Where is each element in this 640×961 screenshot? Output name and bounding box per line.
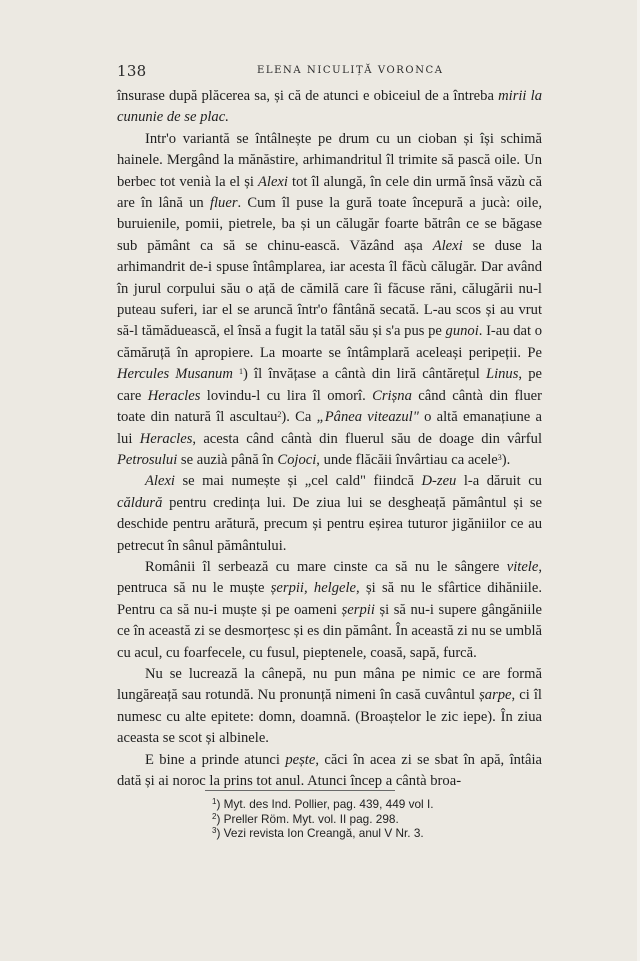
- text-run: Românii îl serbează cu mare cinste ca să nu le sângere: [145, 558, 507, 575]
- body-text: [117, 86, 542, 792]
- italic-text: mirii la cununie de se plac.: [117, 88, 542, 126]
- footnote-text: Preller Röm. Myt. vol. II pag. 298.: [223, 811, 399, 826]
- footnote-text: Vezi revista Ion Creangă, anul V Nr. 3.: [223, 826, 424, 841]
- text-run: , pentruca să nu le muște: [117, 558, 542, 597]
- footnote-text: Myt. des Ind. Pollier, pag. 439, 449 vol I.: [223, 797, 434, 811]
- text-run: însurase după plăcerea sa, și că de atunci e obiceiul de a întreba: [117, 88, 499, 104]
- text-run: tot îl alungă, în cele din urmă însă văzù că are în lână un: [117, 173, 542, 212]
- italic-text: D-zeu: [421, 473, 457, 490]
- text-run: . Cum îl puse la gură toate începură a jucà: oile, buruienile, pomii, pietrele, ba și un călugăr foarte bătrân ce se băgase sub pământ ca să se chinu-ească. Văzând așa: [117, 195, 542, 254]
- text-run: , ci îl numesc cu alte epitete: domn, doamnă. (Broaștelor le zic iepe). În ziua aceasta se scot și albinele.: [117, 687, 542, 747]
- italic-text: Petrosului: [117, 451, 178, 468]
- text-run: o altă emanațiune a lui: [117, 409, 542, 447]
- paragraph: [117, 129, 542, 472]
- footnote: [212, 797, 532, 812]
- text-run: . I-au dat o cămăruță în apropiere. La moarte se întâmplară aceleași peripeții. Pe: [117, 323, 542, 361]
- italic-text: Heracles: [147, 387, 201, 404]
- text-run: se auzià până în: [177, 451, 278, 468]
- italic-text: șerpii: [341, 601, 375, 618]
- italic-text: „Pânea viteazul": [316, 409, 419, 426]
- text-run: , acesta când cântà din fluerul său de doage din vârful: [192, 430, 542, 447]
- italic-text: Alexi: [145, 473, 175, 490]
- italic-text: Crișna: [372, 387, 412, 404]
- text-run: se mai numește și „cel cald" fiindcă: [174, 473, 422, 490]
- text-run: lovindu-l cu lira îl omorî.: [200, 387, 373, 404]
- text-run: se duse la arhimandrit de-i spuse întâmplarea, iar acesta îl făcù călugăr. Dar având în jurul corpului său o ață de cămilă care îi făcuse răni, călugării nu-l puteau suferi, iar el se aruncă într'o fântână secată. L-au scos și au vrut să-l tămăduească, el însă a fugit la tatăl său și s'a pus pe: [117, 237, 543, 340]
- text-run: , pe care: [117, 366, 543, 404]
- italic-text: Heracles: [139, 430, 193, 447]
- footnote-paren: ): [216, 811, 224, 826]
- italic-text: Alexi: [432, 237, 463, 254]
- italic-text: pește: [285, 751, 316, 768]
- footnote: [212, 826, 532, 841]
- text-run: , unde flăcăii învârtiau ca acele: [316, 451, 498, 468]
- footnotes: [212, 797, 532, 841]
- footnote-marker: 2: [277, 410, 282, 420]
- paragraph: [117, 471, 542, 557]
- text-run: pentru credința lui. De ziua lui se desgheață pământul și se deschide pentru arătură, precum și pentru eșirea tuturor jigăniilor ce au petrecut în sânul pământului.: [117, 494, 542, 554]
- text-run: Intr'o variantă se întâlnește pe drum cu un cioban și își schimă hainele. Mergând la mănăstire, arhimandritul îl trimite să pască oile. Un berbec tot venià la el și: [117, 130, 542, 190]
- italic-text: Cojoci: [277, 451, 317, 468]
- italic-text: gunoi: [445, 323, 479, 340]
- page-number: 138: [117, 62, 147, 80]
- text-run: , căci în acea zi se sbat în apă, întâia dată și ai noroc la prins tot anul. Atunci încep a cântà broa-: [117, 751, 542, 789]
- footnote-number: 3: [212, 826, 217, 836]
- footnote-number: 2: [212, 811, 217, 821]
- text-run: , și să nu le sfârtice dihăniile. Pentru ca să nu-i muște și pe oameni: [117, 580, 542, 618]
- paragraph: [117, 86, 542, 129]
- italic-text: Alexi: [257, 173, 288, 190]
- italic-text: vitele: [506, 558, 539, 575]
- footnote-marker: 1: [239, 367, 244, 377]
- footnote-marker: 3: [497, 452, 502, 462]
- text-run: ).: [501, 451, 511, 468]
- footnote: [212, 812, 532, 827]
- italic-text: Hercules Musanum: [117, 366, 233, 383]
- text-run: când cântà din fluer toate din natură îl ascultau: [117, 387, 542, 426]
- paragraph: [117, 557, 542, 664]
- text-run: ) îl învățase a cântà din liră cântărețul: [243, 366, 486, 383]
- text-run: E bine a prinde atunci: [145, 751, 286, 768]
- italic-text: fluer: [209, 195, 238, 212]
- footnote-separator: [205, 790, 395, 791]
- italic-text: șerpii, helgele: [270, 580, 357, 597]
- text-run: ). Ca: [281, 409, 317, 426]
- text-run: l-a dăruit cu: [456, 473, 542, 490]
- paragraph: [117, 750, 542, 793]
- italic-text: șarpe: [479, 687, 512, 704]
- italic-text: căldură: [117, 494, 163, 511]
- running-head: ELENA NICULIȚĂ VORONCA: [257, 65, 444, 76]
- page-header: [117, 62, 542, 82]
- italic-text: Linus: [485, 366, 519, 383]
- paragraph: [117, 664, 542, 750]
- text-run: și să nu-i supere gângăniile ce în această zi se desmorțesc și es din pământ. În această zi nu se umblă cu acul, cu foarfecele, cu fusul, pieptenele, coasă, sapă, furcă.: [117, 601, 543, 661]
- text-run: Nu se lucrează la cânepă, nu pun mâna pe nimic ce are formă lungăreață sau rotundă. Nu pronunță nimeni în casă cuvântul: [117, 665, 542, 704]
- footnote-paren: ): [216, 826, 224, 841]
- footnote-number: 1: [212, 797, 217, 806]
- footnote-paren: ): [216, 797, 224, 811]
